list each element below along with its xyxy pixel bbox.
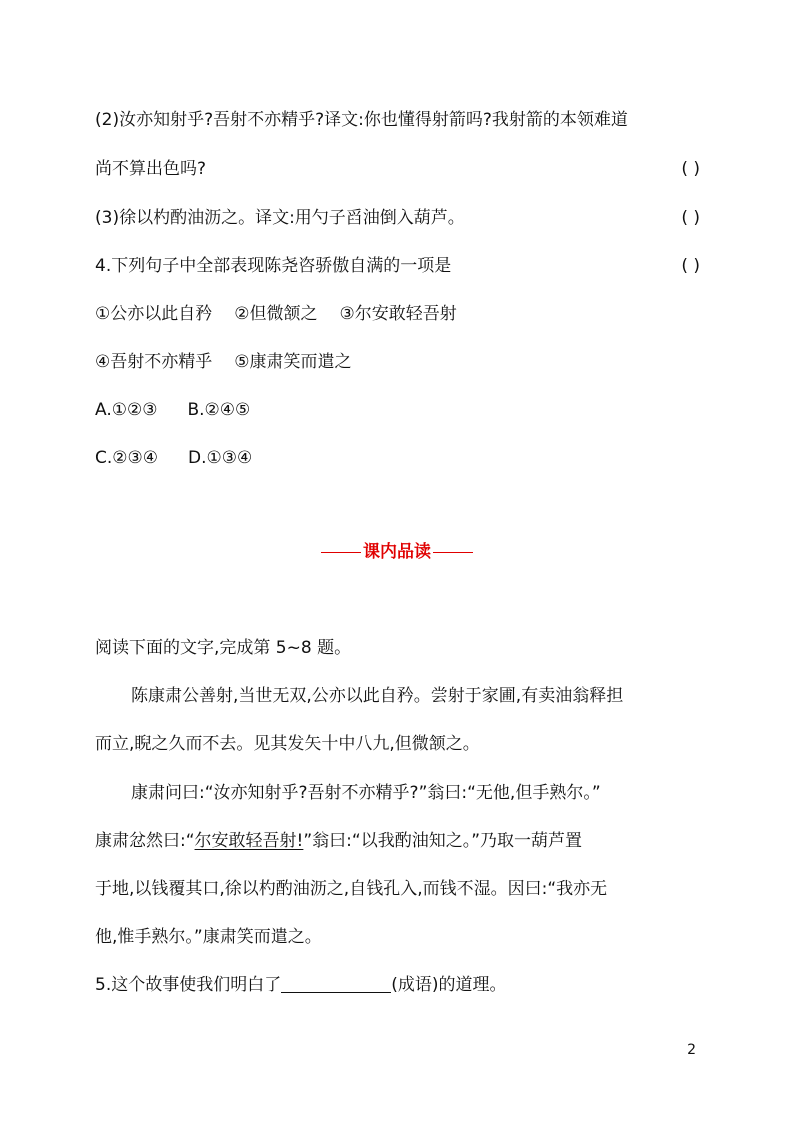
section-heading <box>0 540 794 564</box>
q3-item2-text: 尚不算出色吗? <box>95 159 207 179</box>
q3-item3-text: (3)徐以杓酌油沥之。译文:用勺子舀油倒入葫芦。 <box>95 208 465 228</box>
section-title-text: 课内品读 <box>363 542 431 562</box>
answer-paren[interactable]: ( ) <box>681 159 700 179</box>
passage-p2-line2 <box>95 829 700 853</box>
q4-options-row1 <box>95 398 700 422</box>
q4-option-c[interactable]: C.②③④ <box>95 448 158 468</box>
q4-item: ③尔安敢轻吾射 <box>339 304 457 324</box>
q4-option-b[interactable]: B.②④⑤ <box>187 400 251 420</box>
q4-items-row1 <box>95 302 700 326</box>
page-number: 2 <box>687 1042 696 1058</box>
heading-rule-right <box>433 552 473 553</box>
q4-items-row2 <box>95 350 700 374</box>
q4-item: ②但微颔之 <box>234 304 318 324</box>
reading-instruction: 阅读下面的文字,完成第 5~8 题。 <box>95 638 352 658</box>
q4-item: ⑤康肃笑而遣之 <box>234 352 352 372</box>
answer-paren[interactable]: ( ) <box>681 208 700 228</box>
passage-p2-line4: 他,惟手熟尔。”康肃笑而遣之。 <box>95 927 322 947</box>
passage-p1-line1: 陈康肃公善射,当世无双,公亦以此自矜。尝射于家圃,有卖油翁释担 <box>131 686 624 706</box>
q3-item3 <box>95 206 700 230</box>
q4-stem-text: 4.下列句子中全部表现陈尧咨骄傲自满的一项是 <box>95 256 452 276</box>
q4-option-d[interactable]: D.①③④ <box>188 448 253 468</box>
q5-text-post: (成语)的道理。 <box>391 975 507 995</box>
passage-text: ”翁曰:“以我酌油知之。”乃取一葫芦置 <box>303 831 583 851</box>
passage-p1-line2: 而立,睨之久而不去。见其发矢十中八九,但微颔之。 <box>95 734 480 754</box>
passage-p2-line3: 于地,以钱覆其口,徐以杓酌油沥之,自钱孔入,而钱不湿。因曰:“我亦无 <box>95 879 608 899</box>
q4-item: ④吾射不亦精乎 <box>95 352 213 372</box>
underlined-sentence: 尔安敢轻吾射! <box>194 831 304 851</box>
q4-option-a[interactable]: A.①②③ <box>95 400 158 420</box>
answer-paren[interactable]: ( ) <box>681 256 700 276</box>
answer-blank[interactable] <box>281 976 391 993</box>
q4-item: ①公亦以此自矜 <box>95 304 213 324</box>
passage-p2-line1: 康肃问曰:“汝亦知射乎?吾射不亦精乎?”翁曰:“无他,但手熟尔。” <box>131 783 601 803</box>
heading-rule-left <box>321 552 361 553</box>
q4-stem <box>95 254 700 278</box>
q4-options-row2 <box>95 446 700 470</box>
q3-item2-line2 <box>95 157 700 181</box>
q5-text-pre: 5.这个故事使我们明白了 <box>95 975 282 995</box>
q3-item2-line1: (2)汝亦知射乎?吾射不亦精乎?译文:你也懂得射箭吗?我射箭的本领难道 <box>95 110 628 130</box>
passage-text: 康肃忿然曰:“ <box>95 831 195 851</box>
q5 <box>95 973 700 997</box>
